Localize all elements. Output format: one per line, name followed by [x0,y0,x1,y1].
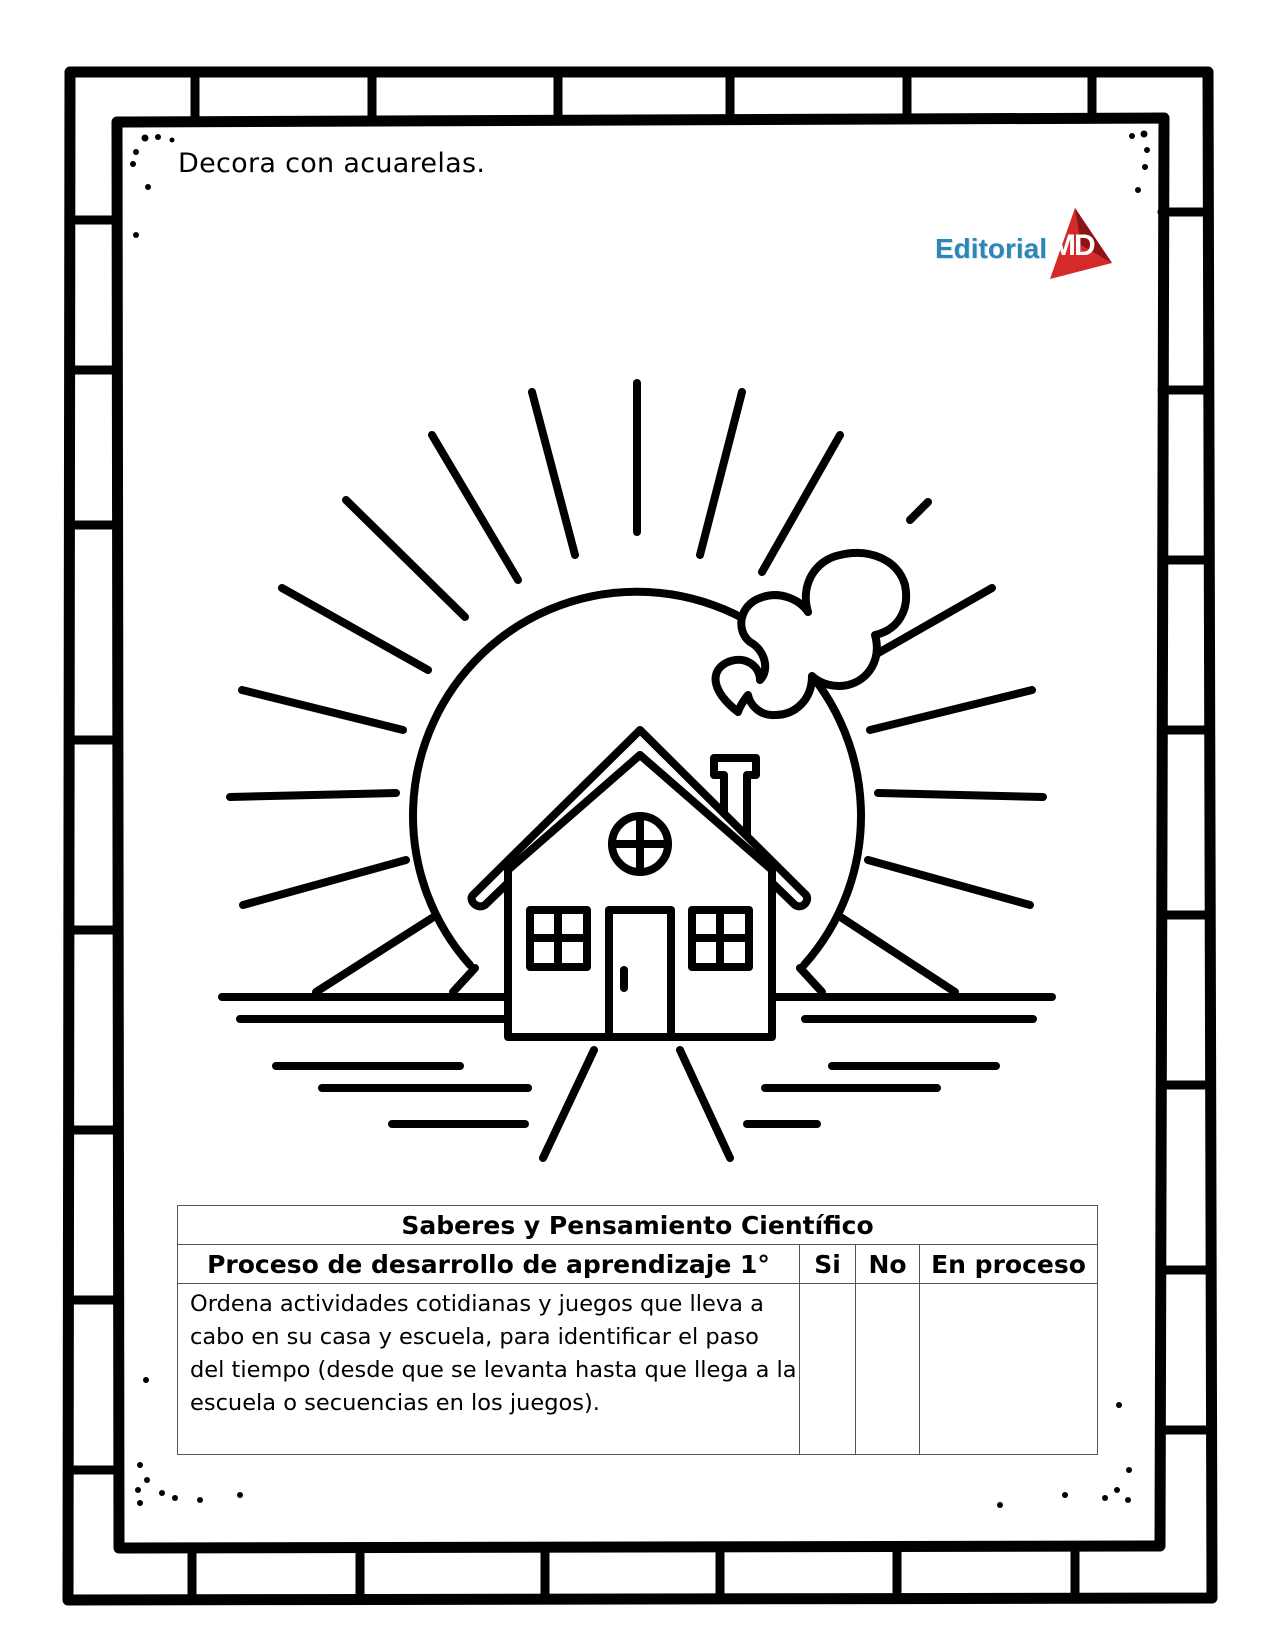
table-row [178,1284,1098,1455]
table-title-row [178,1206,1098,1245]
header-no: No [856,1245,920,1284]
table-title: Saberes y Pensamiento Científico [178,1206,1098,1245]
cell-no[interactable] [856,1284,920,1455]
logo-mark-text: MD [1051,229,1094,262]
house-door [609,910,671,1037]
cell-en-proceso[interactable] [920,1284,1098,1455]
learning-process-description: Ordena actividades cotidianas y juegos que lleva a cabo en su casa y escuela, para identificar el paso del tiempo (desde que se levanta hasta que llega a la escuela o secuencias en los juegos). [178,1284,800,1455]
left-window [530,910,587,967]
header-en-proceso: En proceso [920,1245,1098,1284]
evaluation-table [177,1205,1098,1455]
header-process: Proceso de desarrollo de aprendizaje 1° [178,1245,800,1284]
instruction-text: Decora con acuarelas. [178,148,486,179]
cell-si[interactable] [800,1284,856,1455]
chimney-smoke [716,553,907,715]
right-window [692,910,749,967]
table-header-row [178,1245,1098,1284]
logo-text: Editorial [935,233,1048,264]
header-si: Si [800,1245,856,1284]
attic-window [612,816,668,872]
